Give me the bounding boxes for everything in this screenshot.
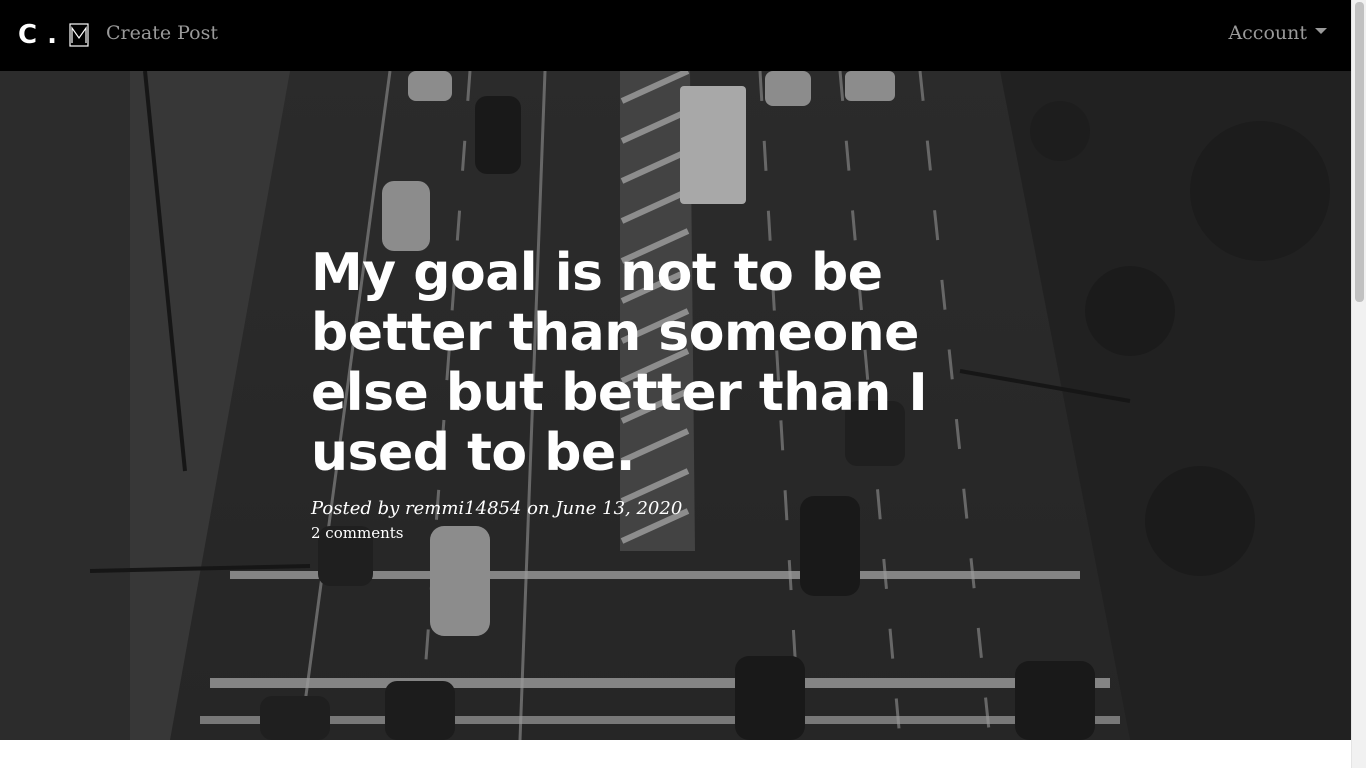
account-label: Account	[1228, 22, 1307, 44]
brand-dot: .	[47, 20, 57, 50]
post-meta	[311, 497, 951, 521]
meta-on-text: on	[527, 498, 550, 519]
post-heading	[311, 243, 951, 543]
meta-prefix: Posted by	[311, 498, 400, 519]
brand-letter: C	[18, 20, 38, 50]
top-navbar	[0, 0, 1351, 71]
post-author[interactable]: remmi14854	[405, 498, 522, 519]
post-title: My goal is not to be better than someone else but better than I used to be.	[311, 243, 928, 483]
chevron-down-icon	[1315, 28, 1327, 34]
m-logo-icon	[69, 23, 89, 47]
post-date: June 13, 2020	[555, 498, 683, 519]
post-hero	[0, 71, 1351, 740]
scrollbar-thumb[interactable]	[1355, 2, 1364, 302]
nav-account-dropdown[interactable]	[1228, 22, 1327, 44]
brand-logo[interactable]	[18, 20, 89, 50]
page-scrollbar[interactable]	[1351, 0, 1366, 768]
comments-link[interactable]: 2 comments	[311, 524, 404, 542]
nav-create-post-link[interactable]: Create Post	[106, 22, 218, 44]
